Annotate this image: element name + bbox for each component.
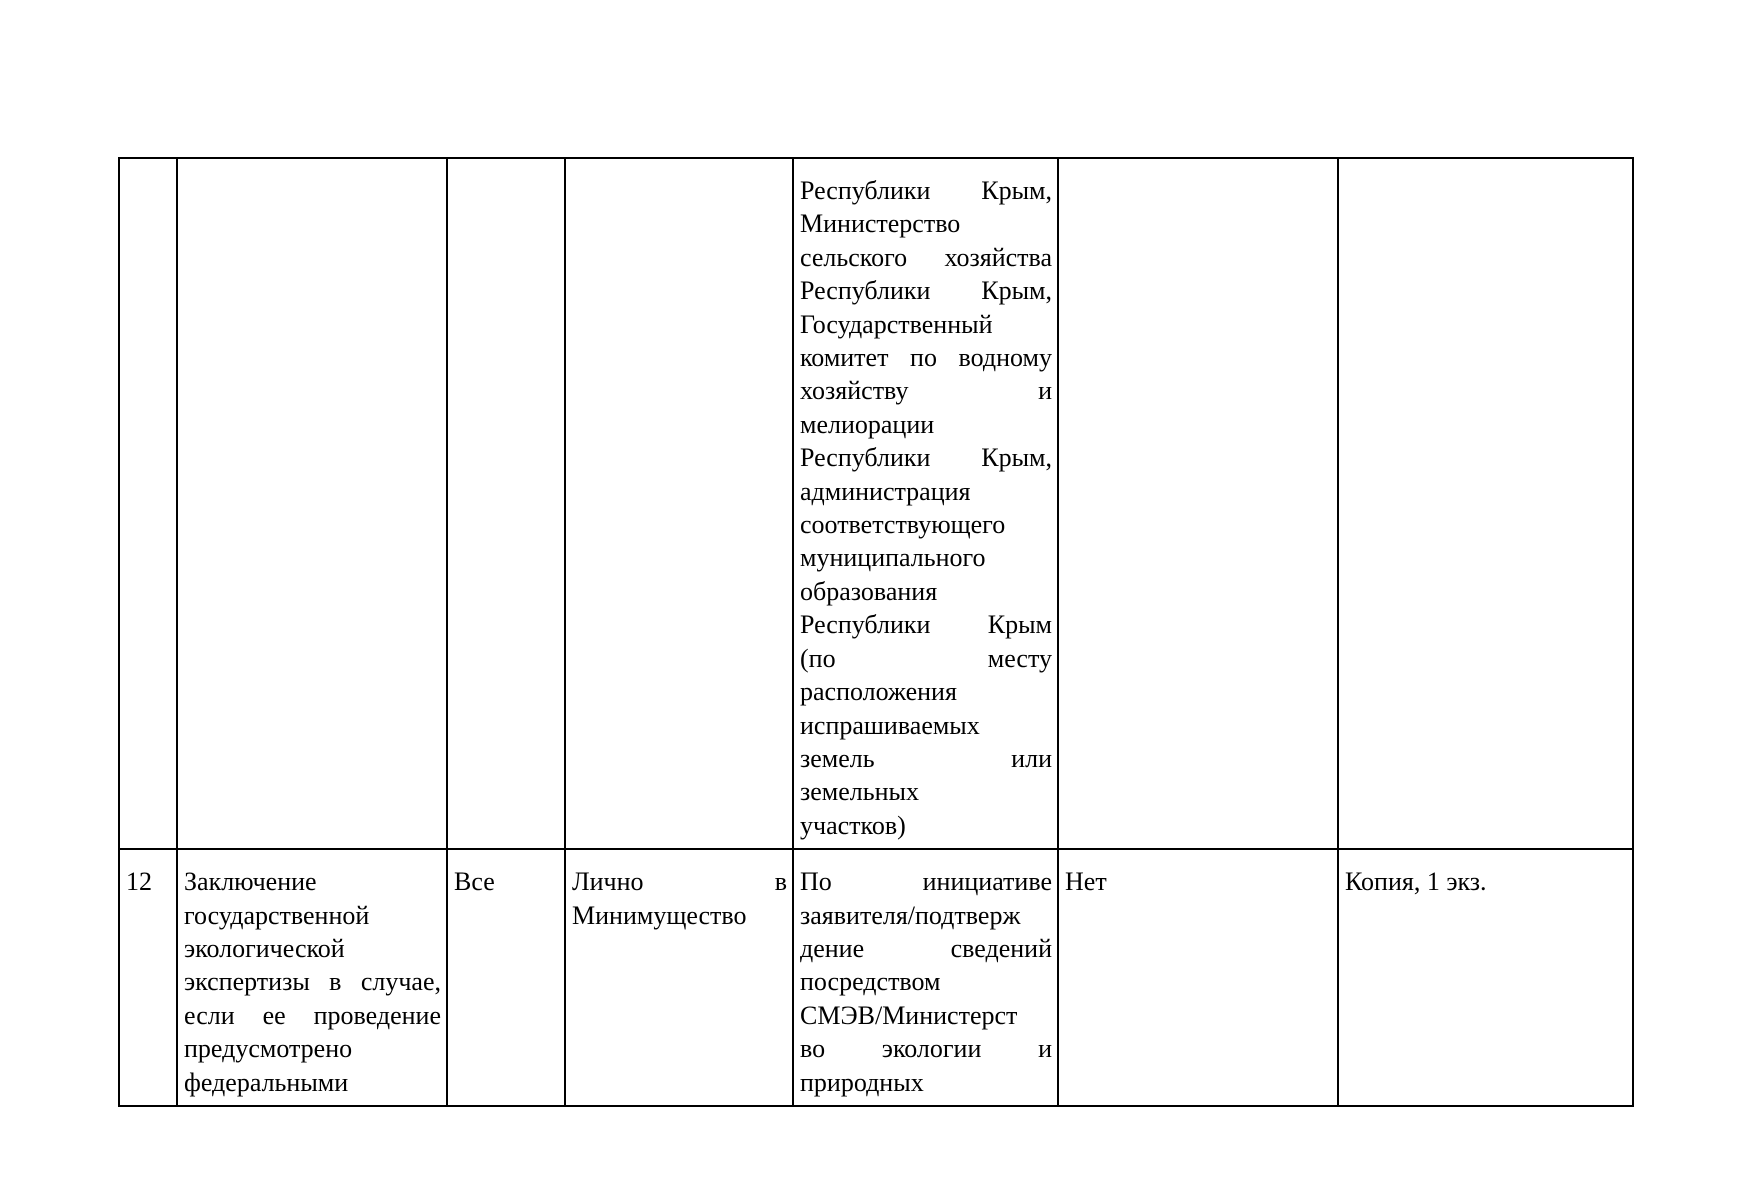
text-line: федеральными	[184, 1067, 349, 1097]
text-line: Лично в	[572, 867, 787, 897]
required-cell	[1058, 158, 1338, 849]
text-line: Министерство	[800, 209, 961, 239]
text-line: земель или	[800, 743, 1052, 773]
text-line: Заключение	[184, 867, 317, 897]
form-cell: Копия, 1 экз.	[1338, 849, 1633, 1106]
document-name-cell	[177, 849, 447, 1106]
row-number-cell: 12	[119, 849, 177, 1106]
text-line: Республики Крым,	[800, 443, 1052, 473]
text-line: Минимущество	[572, 900, 747, 930]
text-line: соответствующего	[800, 510, 1006, 540]
applicants-cell	[447, 158, 565, 849]
requirements-table	[118, 157, 1634, 1107]
submission-method-cell	[565, 158, 793, 849]
text-line: По инициативе	[800, 867, 1052, 897]
text-line: администрация	[800, 476, 971, 506]
text-line: экспертизы в случае,	[184, 967, 441, 997]
text-line: Республики Крым,	[800, 176, 1052, 205]
text-line: Государственный	[800, 309, 993, 339]
text-line: посредством	[800, 967, 941, 997]
text-line: земельных	[800, 777, 920, 807]
source-cell	[793, 158, 1058, 849]
source-cell	[793, 849, 1058, 1106]
text-line: расположения	[800, 677, 957, 707]
document-name-cell	[177, 158, 447, 849]
text-line: государственной	[184, 900, 370, 930]
text-line: комитет по водному	[800, 343, 1052, 373]
form-cell	[1338, 158, 1633, 849]
text-line: Республики Крым	[800, 610, 1052, 640]
text-line: дение сведений	[800, 933, 1052, 963]
text-line: сельского хозяйства	[800, 242, 1052, 272]
text-line: предусмотрено	[184, 1034, 353, 1064]
applicants-cell: Все	[447, 849, 565, 1106]
table-row	[119, 158, 1633, 849]
text-line: участков)	[800, 810, 906, 840]
text-line: образования	[800, 576, 938, 606]
text-line: (по месту	[800, 643, 1052, 673]
text-line: Республики Крым,	[800, 276, 1052, 306]
row-number-cell	[119, 158, 177, 849]
text-line: экологической	[184, 933, 345, 963]
text-line: муниципального	[800, 543, 986, 573]
table-row	[119, 849, 1633, 1106]
required-cell: Нет	[1058, 849, 1338, 1106]
text-line: заявителя/подтверж	[800, 900, 1021, 930]
text-line: мелиорации	[800, 409, 935, 439]
text-line: если ее проведение	[184, 1000, 441, 1030]
text-line: СМЭВ/Министерст	[800, 1000, 1018, 1030]
text-line: природных	[800, 1067, 924, 1097]
submission-method-cell	[565, 849, 793, 1106]
text-line: хозяйству и	[800, 376, 1052, 406]
text-line: испрашиваемых	[800, 710, 980, 740]
text-line: во экологии и	[800, 1034, 1052, 1064]
